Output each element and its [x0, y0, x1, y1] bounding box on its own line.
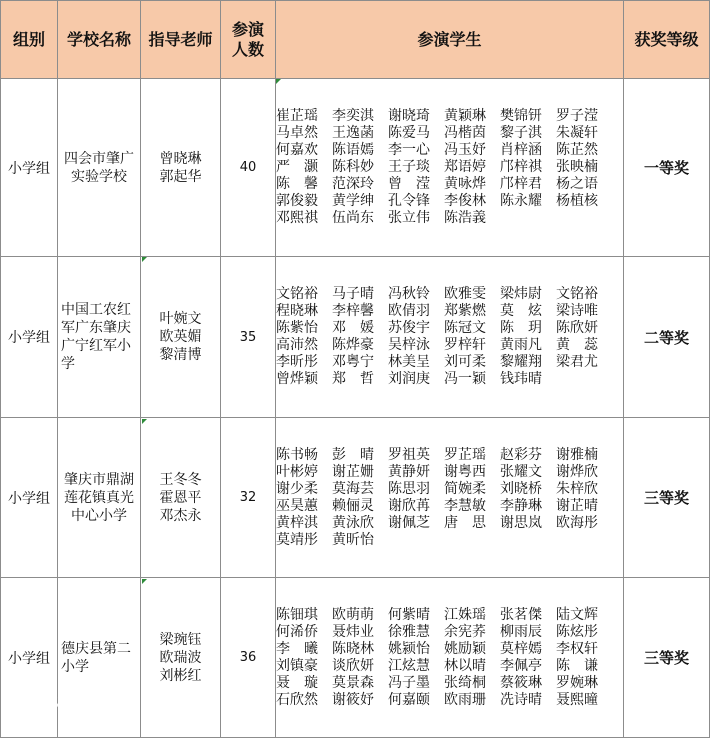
header-teacher: 指导老师: [141, 1, 221, 79]
student-name: 谈欣妍: [332, 657, 374, 674]
student-name: 刘晓桥: [500, 480, 542, 497]
cell-marker: [142, 257, 147, 262]
student-name: 朱梓欣: [556, 480, 598, 497]
student-name: 谢雅楠: [556, 446, 598, 463]
student-name: 欧倩羽: [388, 303, 430, 319]
header-count-line1: 参演: [231, 19, 264, 39]
school-name-line: 四会市肇广: [64, 150, 134, 167]
teacher-name: 欧瑞波: [159, 649, 202, 666]
header-count: [221, 1, 276, 79]
student-name: 罗婉琳: [556, 674, 598, 691]
student-name: 陈炫彤: [556, 623, 598, 640]
student-name: 欧萌萌: [332, 606, 374, 623]
student-name: 李奕淇: [332, 108, 374, 124]
student-name: 聂 璇: [276, 674, 318, 691]
student-name: 梁诗唯: [556, 303, 598, 319]
student-name: 伍尚东: [332, 210, 374, 226]
students-cell: [276, 79, 624, 257]
student-name: 聂熙曈: [556, 691, 598, 708]
school-name-line: 实验学校: [71, 168, 127, 185]
student-name: 李昕彤: [276, 354, 318, 370]
teacher-cell: [141, 257, 221, 418]
student-name: 陈永耀: [500, 193, 542, 209]
student-name: 王子琰: [388, 159, 430, 175]
students-cell: [276, 578, 624, 738]
student-name: 冯楷茵: [444, 125, 486, 141]
student-name: 黄 蕊: [556, 337, 598, 353]
student-name: 莫景森: [332, 674, 374, 691]
student-name: 樊锦钘: [500, 108, 542, 124]
student-name: 简婉柔: [444, 480, 486, 497]
student-name: 徐雅慧: [388, 623, 430, 640]
student-name: 刘镇豪: [276, 657, 318, 674]
student-name: 钱玮晴: [500, 371, 542, 387]
school-name-line: 中心小学: [71, 507, 127, 524]
student-name: 李权轩: [556, 640, 598, 657]
student-name: 莫 炫: [500, 303, 542, 319]
student-name: 巫昊蕙: [276, 497, 318, 514]
teacher-name: 霍恩平: [159, 489, 202, 506]
student-name: 冯子墨: [388, 674, 430, 691]
school-name-line: 军广东肇庆: [61, 320, 131, 336]
student-name: 石欣然: [276, 691, 318, 708]
student-name: 刘可柔: [444, 354, 486, 370]
student-name: 陈浩義: [444, 210, 486, 226]
student-name: 罗子滢: [556, 108, 598, 124]
student-name: 马卓然: [276, 125, 318, 141]
header-row: [1, 1, 710, 79]
student-name: 罗祖英: [388, 446, 430, 463]
student-name: 孔令锋: [388, 193, 430, 209]
group-cell: 小学组: [1, 257, 58, 418]
student-name: 黄颖琳: [444, 108, 486, 124]
student-name: 黄静妍: [388, 463, 430, 480]
student-name: 陈 馨: [276, 176, 318, 192]
group-cell: 小学组: [1, 578, 58, 738]
student-name: 谢欣苒: [388, 497, 430, 514]
student-name: 朱凝轩: [556, 125, 598, 141]
student-name: 陆文辉: [556, 606, 598, 623]
student-name: 张耀文: [500, 463, 542, 480]
student-name: 陈钿琪: [276, 606, 318, 623]
student-name: 何浠侨: [276, 623, 318, 640]
student-name: 何嘉颐: [388, 691, 430, 708]
student-name: 李 曦: [276, 640, 318, 657]
teacher-name: 叶婉文: [159, 311, 202, 327]
table-body: [1, 79, 710, 738]
student-name: 张茗傑: [500, 606, 542, 623]
student-name: 陈科妙: [332, 159, 374, 175]
student-name: 王逸菡: [332, 125, 374, 141]
student-name: 江姝瑶: [444, 606, 486, 623]
student-name: 李静琳: [500, 497, 542, 514]
student-name: 谢粤西: [444, 463, 486, 480]
student-name: 肖梓涵: [500, 142, 542, 158]
student-name: 蔡筱琳: [500, 674, 542, 691]
student-name: 黄梓淇: [276, 514, 318, 531]
header-count-line2: 人数: [231, 39, 264, 59]
student-name: 马子晴: [332, 286, 374, 302]
award-cell: 一等奖: [624, 79, 710, 257]
student-name: 张绮桐: [444, 674, 486, 691]
school-name-line: 莲花镇真光: [64, 489, 134, 506]
student-name: 陈 玥: [500, 320, 542, 336]
student-name: 谢思岚: [500, 514, 542, 531]
student-name: 刘润庚: [388, 371, 430, 387]
student-name: 彭 晴: [332, 446, 374, 463]
student-name: 张映楠: [556, 159, 598, 175]
cell-marker: [142, 419, 147, 424]
student-name: 唐 思: [444, 514, 486, 531]
school-name-line: 小学: [61, 658, 89, 675]
student-name: 梁炜尉: [500, 286, 542, 302]
student-name: 陈欣妍: [556, 320, 598, 336]
student-name: 谢晓琦: [388, 108, 430, 124]
student-name: 陈语嫣: [332, 142, 374, 158]
cell-marker: [142, 579, 147, 584]
table-row: [1, 578, 710, 738]
student-name: 范深玲: [332, 176, 374, 192]
student-name: 黄雨凡: [500, 337, 542, 353]
student-name: 曾 滢: [388, 176, 430, 192]
teacher-name: 邓杰永: [159, 507, 202, 524]
student-name: 李梓馨: [332, 303, 374, 319]
student-name: 柳雨辰: [500, 623, 542, 640]
student-name: 陈晓林: [332, 640, 374, 657]
student-name: 余宪荞: [444, 623, 486, 640]
student-name: 杨植核: [556, 193, 598, 209]
cell-marker: [276, 79, 281, 84]
school-name-line: 广宁红军小: [61, 338, 131, 354]
students-cell: [276, 418, 624, 578]
student-name: 邓粤宁: [332, 354, 374, 370]
student-name: 欧雨珊: [444, 691, 486, 708]
student-name: 程晓琳: [276, 303, 318, 319]
student-name: 叶彬婷: [276, 463, 318, 480]
student-name: 陈冠文: [444, 320, 486, 336]
student-name: 陈烨豪: [332, 337, 374, 353]
students-cell: [276, 257, 624, 418]
student-name: 邝梓君: [500, 176, 542, 192]
award-cell: 三等奖: [624, 578, 710, 738]
student-name: 陈芷然: [556, 142, 598, 158]
teacher-name: 刘彬红: [159, 667, 202, 684]
count-cell: 35: [221, 257, 276, 418]
student-name: 欧雅雯: [444, 286, 486, 302]
student-name: 谢烨欣: [556, 463, 598, 480]
student-name: 苏俊宇: [388, 320, 430, 336]
teacher-cell: [141, 578, 221, 738]
student-name: 黎子淇: [500, 125, 542, 141]
student-name: 谢芷姗: [332, 463, 374, 480]
teacher-name: 欧英媚: [159, 329, 202, 345]
school-cell: [58, 257, 141, 418]
student-name: 黄学绅: [332, 193, 374, 209]
student-name: 张立伟: [388, 210, 430, 226]
student-name: 陈爱马: [388, 125, 430, 141]
student-name: 高沛然: [276, 337, 318, 353]
student-name: 李慧敏: [444, 497, 486, 514]
count-cell: 36: [221, 578, 276, 738]
student-name: 莫靖彤: [276, 531, 318, 548]
award-cell: 二等奖: [624, 257, 710, 418]
header-award: 获奖等级: [624, 1, 710, 79]
student-name: 谢芷晴: [556, 497, 598, 514]
student-name: 邝梓祺: [500, 159, 542, 175]
school-cell: [58, 79, 141, 257]
student-name: 罗梓轩: [444, 337, 486, 353]
header-students: 参演学生: [276, 1, 624, 79]
student-name: 谢筱妤: [332, 691, 374, 708]
student-name: 黄咏烨: [444, 176, 486, 192]
student-name: 姚励颖: [444, 640, 486, 657]
count-cell: 32: [221, 418, 276, 578]
student-name: 陈书畅: [276, 446, 318, 463]
student-name: 李佩亭: [500, 657, 542, 674]
student-name: 吴梓泳: [388, 337, 430, 353]
school-cell: [58, 578, 141, 738]
watermark-logo: [14, 690, 119, 712]
student-name: 江炫慧: [388, 657, 430, 674]
student-name: 郑紫燃: [444, 303, 486, 319]
table-row: [1, 257, 710, 418]
school-name-line: 中国工农红: [61, 302, 131, 318]
school-name-line: 德庆县第二: [61, 640, 131, 657]
student-name: 严 灏: [276, 159, 318, 175]
school-name-line: 学: [61, 356, 75, 372]
student-name: 谢佩芝: [388, 514, 430, 531]
award-cell: 三等奖: [624, 418, 710, 578]
teacher-cell: [141, 418, 221, 578]
student-name: 聂炜业: [332, 623, 374, 640]
student-name: 文铭裕: [556, 286, 598, 302]
student-name: 冼诗晴: [500, 691, 542, 708]
student-name: 邓 媛: [332, 320, 374, 336]
student-name: 黄昕怡: [332, 531, 374, 548]
student-name: 李一心: [388, 142, 430, 158]
student-list: [276, 447, 623, 549]
student-list: [276, 108, 623, 227]
student-name: 冯玉妤: [444, 142, 486, 158]
count-cell: 40: [221, 79, 276, 257]
teacher-name: 梁琬钰: [159, 631, 202, 648]
student-name: 冯一颖: [444, 371, 486, 387]
student-name: 何嘉欢: [276, 142, 318, 158]
group-cell: 小学组: [1, 79, 58, 257]
table-row: [1, 418, 710, 578]
student-name: 崔芷瑶: [276, 108, 318, 124]
student-name: 谢少柔: [276, 480, 318, 497]
student-name: 黎耀翔: [500, 354, 542, 370]
teacher-name: 曾晓琳: [159, 150, 202, 167]
student-name: 陈紫怡: [276, 320, 318, 336]
student-name: 莫梓嫣: [500, 640, 542, 657]
table-row: [1, 79, 710, 257]
student-name: 罗芷瑶: [444, 446, 486, 463]
header-group: 组别: [1, 1, 58, 79]
teacher-name: 郭起华: [159, 168, 202, 185]
student-name: 邓熙祺: [276, 210, 318, 226]
student-name: 赖俪灵: [332, 497, 374, 514]
school-cell: [58, 418, 141, 578]
student-name: 何紫晴: [388, 606, 430, 623]
student-name: 郑语婷: [444, 159, 486, 175]
student-name: 梁君尤: [556, 354, 598, 370]
student-name: 莫海芸: [332, 480, 374, 497]
student-name: 姚颍怡: [388, 640, 430, 657]
student-name: 冯秋铃: [388, 286, 430, 302]
header-school: 学校名称: [58, 1, 141, 79]
student-name: 文铭裕: [276, 286, 318, 302]
student-name: 欧海彤: [556, 514, 598, 531]
student-name: 林以晴: [444, 657, 486, 674]
student-name: 陈思羽: [388, 480, 430, 497]
student-name: 赵彩芬: [500, 446, 542, 463]
teacher-cell: [141, 79, 221, 257]
student-name: 杨之语: [556, 176, 598, 192]
student-name: 林美呈: [388, 354, 430, 370]
teacher-name: 黎清博: [159, 347, 202, 363]
student-name: 陈 谦: [556, 657, 598, 674]
school-name-line: 肇庆市鼎湖: [64, 471, 134, 488]
student-name: 黄泳欣: [332, 514, 374, 531]
student-name: 曾烨颖: [276, 371, 318, 387]
student-name: 郭俊毅: [276, 193, 318, 209]
student-list: [276, 607, 623, 709]
student-name: 郑 哲: [332, 371, 374, 387]
student-name: 李俊林: [444, 193, 486, 209]
student-list: [276, 286, 623, 388]
teacher-name: 王冬冬: [159, 471, 202, 488]
group-cell: 小学组: [1, 418, 58, 578]
watermark-subtext: 金哈网: [89, 693, 120, 703]
watermark-text: HOJSU: [14, 690, 88, 712]
